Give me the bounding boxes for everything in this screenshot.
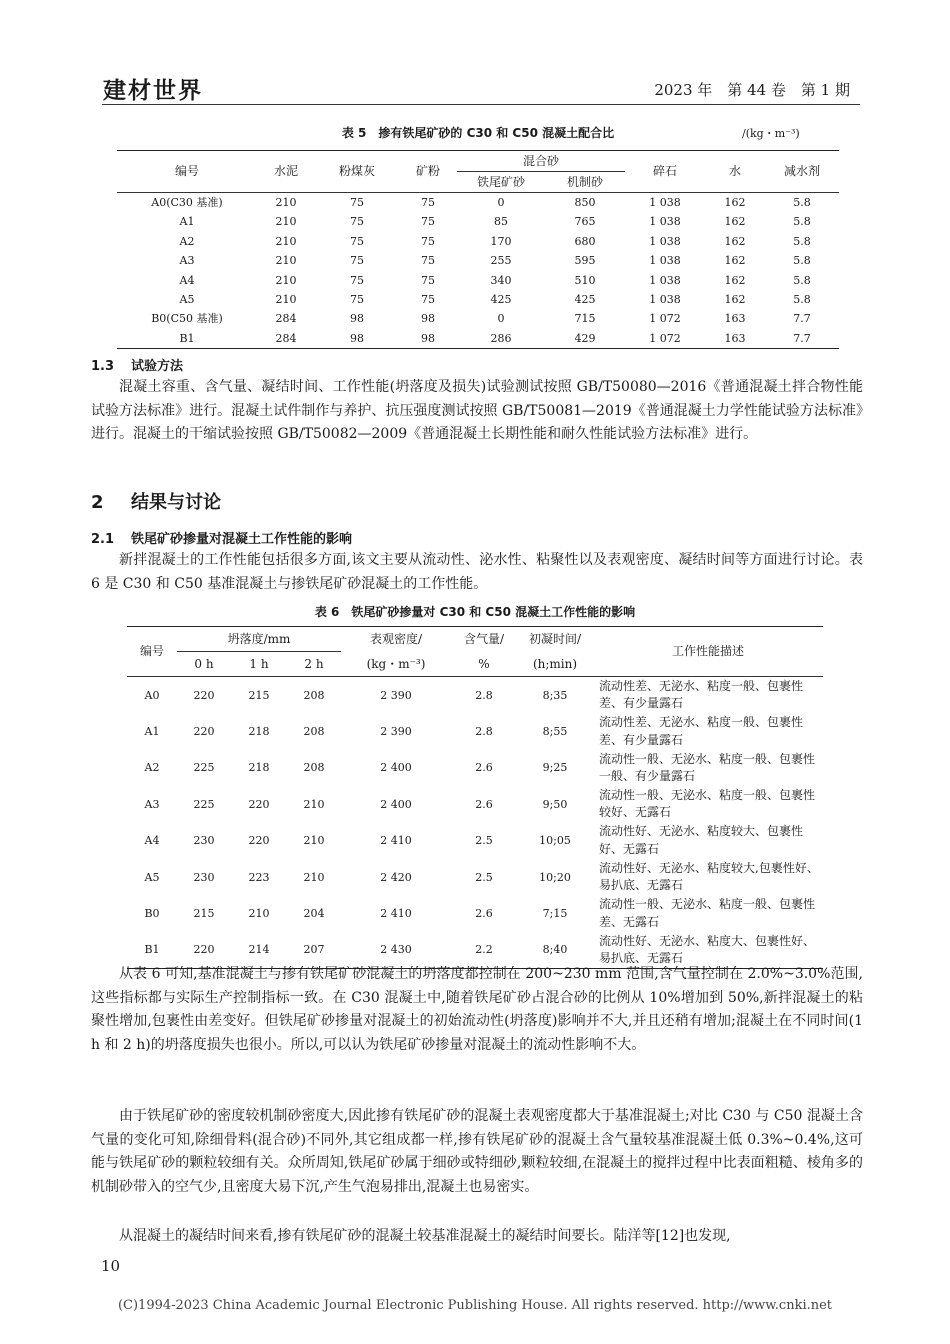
t5-header-water: 水: [705, 151, 765, 193]
table-cell: 162: [724, 273, 746, 287]
table-cell: 9;25: [542, 761, 568, 775]
table-cell: 215: [193, 906, 215, 920]
table-row: [117, 232, 839, 251]
table-cell: 220: [248, 797, 270, 811]
table-cell: 8;35: [542, 688, 568, 702]
table-row: [117, 329, 839, 349]
section-1-3-heading: [91, 355, 183, 374]
table-cell: 255: [490, 254, 512, 268]
table-row: [117, 212, 839, 231]
table-cell: A5: [144, 870, 160, 884]
table-cell: 2.8: [475, 724, 493, 738]
t5-header-cement: 水泥: [257, 151, 315, 193]
table-cell: 223: [248, 870, 270, 884]
table-cell: 75: [421, 254, 435, 268]
table-cell: A0(C30 基准): [151, 196, 223, 210]
table-cell: 218: [248, 724, 270, 738]
table5: [117, 150, 839, 349]
table-cell: 220: [248, 834, 270, 848]
table-cell: 715: [574, 312, 596, 326]
table-cell: 10;05: [539, 834, 571, 848]
table-cell: 286: [457, 329, 545, 349]
table-cell: B0: [144, 906, 160, 920]
table-cell: A1: [144, 724, 160, 738]
t6-header-air-1: 含气量/: [451, 627, 517, 652]
table-cell: 210: [303, 797, 325, 811]
table-cell: 2.6: [475, 906, 493, 920]
table-cell: 284: [257, 329, 315, 349]
section-number: 2.1: [91, 532, 115, 547]
paragraph-3: 从混凝土的凝结时间来看,掺有铁尾矿砂的混凝土较基准混凝土的凝结时间要长。陆洋等[12]也发现,: [119, 1228, 731, 1244]
section-number: 1.3: [91, 359, 115, 374]
table-cell: A3: [179, 254, 195, 268]
table-cell: 162: [724, 215, 746, 229]
table-cell: 7;15: [542, 906, 568, 920]
table-cell: 2 410: [380, 834, 412, 848]
table-cell: 220: [193, 724, 215, 738]
table-row: [127, 786, 823, 822]
table-cell: 220: [193, 688, 215, 702]
table-cell: 10;20: [539, 870, 571, 884]
table-cell: 2.2: [451, 932, 517, 969]
table-cell: 210: [248, 906, 270, 920]
table-cell: 1 072: [649, 312, 681, 326]
t6-header-density-1: 表观密度/: [341, 627, 451, 652]
table-cell: 98: [350, 312, 364, 326]
t5-header-machine-sand: 机制砂: [545, 172, 625, 193]
t6-header-slump: 坍落度/mm: [177, 627, 341, 652]
table-cell: 163: [705, 329, 765, 349]
table-cell: 0: [497, 196, 505, 210]
table-cell: 425: [490, 293, 512, 307]
table-cell: 2.8: [475, 688, 493, 702]
table-cell: 流动性差、无泌水、粘度一般、包裹性差、有少量露石: [599, 715, 804, 747]
table-cell: 2 390: [380, 724, 412, 738]
table-cell: 1 038: [649, 234, 681, 248]
table-cell: 162: [724, 196, 746, 210]
table-cell: 流动性一般、无泌水、粘度一般、包裹性较好、无露石: [599, 787, 816, 820]
table-cell: 2 430: [341, 932, 451, 969]
table-cell: 75: [350, 293, 364, 307]
table-cell: 1 072: [625, 329, 705, 349]
table-cell: B1: [127, 932, 177, 969]
table-cell: 7.7: [793, 312, 811, 326]
table-cell: A1: [179, 215, 195, 229]
t5-header-iron-tailings: 铁尾矿砂: [457, 172, 545, 193]
table-cell: 75: [350, 196, 364, 210]
table-cell: 218: [248, 761, 270, 775]
table-cell: 5.8: [793, 273, 811, 287]
section-2-1-text: 新拌混凝土的工作性能包括很多方面,该文主要从流动性、泌水性、粘聚性以及表观密度、凝结时间等方面进行讨论。表 6 是 C30 和 C50 基准混凝土与掺铁尾矿砂混凝土的工作性能。: [91, 552, 863, 592]
table-cell: A4: [179, 273, 195, 287]
table-cell: 210: [275, 196, 297, 210]
table-cell: 210: [303, 870, 325, 884]
issue-info: 2023 年 第 44 卷 第 1 期: [654, 81, 850, 99]
table-cell: 75: [350, 234, 364, 248]
section-number: 2: [91, 492, 104, 513]
table-cell: 75: [350, 273, 364, 287]
table-cell: 8;40: [517, 932, 593, 969]
table-row: [117, 309, 839, 328]
table-cell: 2 420: [380, 870, 412, 884]
table-cell: 98: [399, 329, 457, 349]
table-cell: A5: [179, 293, 195, 307]
table-row: [127, 823, 823, 859]
table-cell: 98: [421, 312, 435, 326]
table-cell: 1 038: [649, 273, 681, 287]
table-cell: 75: [421, 196, 435, 210]
t6-header-1h: 1 h: [231, 652, 287, 677]
table-cell: 208: [303, 688, 325, 702]
table-cell: 1 038: [649, 215, 681, 229]
table-cell: 210: [275, 215, 297, 229]
table-cell: 208: [303, 724, 325, 738]
table-cell: 流动性一般、无泌水、粘度一般、包裹性一般、有少量露石: [599, 751, 816, 783]
table-cell: B1: [117, 329, 257, 349]
section-1-3-text: 混凝土容重、含气量、凝结时间、工作性能(坍落度及损失)试验测试按照 GB/T50080—2016《普通混凝土拌合物性能试验方法标准》进行。混凝土试件制作与养护、抗压强度测试按照 GB/T50081—2019《普通混凝土力学性能试验方法标准》进行。混凝土的干缩试验按照 GB/T50082—2009《普通混凝土长期性能和耐久性能试验方法标准》进行。: [91, 379, 863, 442]
table-row: [117, 251, 839, 270]
table-cell: 5.8: [793, 234, 811, 248]
copyright-footer: (C)1994-2023 China Academic Journal Electronic Publishing House. All rights reserved. http://www.cnki.net: [117, 1298, 833, 1313]
table-cell: 2.5: [475, 870, 493, 884]
table-cell: 765: [574, 215, 596, 229]
table-cell: 162: [724, 254, 746, 268]
table-cell: 2 390: [380, 688, 412, 702]
table6-caption: 表 6 铁尾矿砂掺量对 C30 和 C50 混凝土工作性能的影响: [314, 605, 636, 619]
table-cell: 210: [275, 254, 297, 268]
table-row: [117, 290, 839, 309]
table-cell: 2.6: [475, 797, 493, 811]
table-cell: 284: [275, 312, 297, 326]
table-cell: 680: [574, 234, 596, 248]
table-cell: 215: [248, 688, 270, 702]
table-cell: 850: [574, 196, 596, 210]
table-cell: 207: [287, 932, 341, 969]
table-cell: 75: [350, 254, 364, 268]
t5-header-id: 编号: [117, 151, 257, 193]
table-row: [127, 750, 823, 786]
table-cell: 425: [574, 293, 596, 307]
section-title: 试验方法: [131, 359, 184, 374]
table-cell: 2.6: [475, 761, 493, 775]
section-title: 结果与讨论: [131, 492, 221, 513]
section-2-1-heading: [91, 528, 352, 547]
table-cell: A3: [144, 797, 160, 811]
table-cell: 75: [350, 215, 364, 229]
table-cell: 225: [193, 761, 215, 775]
table-cell: 230: [193, 870, 215, 884]
table-row: [127, 895, 823, 931]
t6-header-density-2: (kg・m⁻³): [341, 652, 451, 677]
table-cell: A2: [179, 234, 195, 248]
table-cell: 8;55: [542, 724, 568, 738]
table-cell: 流动性一般、无泌水、粘度一般、包裹性差、无露石: [599, 897, 816, 929]
table-row: [127, 677, 823, 714]
t6-header-0h: 0 h: [177, 652, 231, 677]
table-cell: 7.7: [765, 329, 839, 349]
table-cell: A2: [144, 761, 160, 775]
table-cell: 230: [193, 834, 215, 848]
table-cell: 163: [724, 312, 746, 326]
table-row: [117, 193, 839, 213]
table5-caption: 表 5 掺有铁尾矿砂的 C30 和 C50 混凝土配合比: [341, 126, 615, 140]
table-cell: 210: [275, 273, 297, 287]
t6-header-set-2: (h;min): [517, 652, 593, 677]
table-cell: 1 038: [649, 254, 681, 268]
table5-unit: /(kg・m⁻³): [742, 127, 800, 140]
table-cell: 2 400: [380, 761, 412, 775]
table-cell: 340: [490, 273, 512, 287]
table-cell: A4: [144, 834, 160, 848]
table-cell: 1 038: [649, 293, 681, 307]
t6-header-id: 编号: [127, 627, 177, 677]
table-cell: 5.8: [793, 196, 811, 210]
table-cell: 204: [303, 906, 325, 920]
table-cell: 75: [421, 234, 435, 248]
t5-header-gravel: 碎石: [625, 151, 705, 193]
page-number: 10: [101, 1257, 121, 1275]
table-cell: 208: [303, 761, 325, 775]
table-cell: 2 410: [380, 906, 412, 920]
section-title: 铁尾矿砂掺量对混凝土工作性能的影响: [131, 532, 353, 547]
table-cell: 2 400: [380, 797, 412, 811]
table-cell: 1 038: [649, 196, 681, 210]
paragraph-2: 由于铁尾矿砂的密度较机制砂密度大,因此掺有铁尾矿砂的混凝土表观密度都大于基准混凝土;对比 C30 与 C50 混凝土含气量的变化可知,除细骨料(混合砂)不同外,其它组成都一样,掺有铁尾矿砂的混凝土含气量较基准混凝土低 0.3%~0.4%,这可能与铁尾矿砂的颗粒较细有关。众所周知,铁尾矿砂属于细砂或特细砂,颗粒较细,在混凝土的搅拌过程中比表面粗糙、棱角多的机制砂带入的空气少,且密度大易下沉,产生气泡易排出,混凝土也易密实。: [91, 1108, 863, 1195]
table-cell: 98: [315, 329, 399, 349]
t5-header-mixed-sand: 混合砂: [457, 151, 625, 172]
table-cell: 220: [177, 932, 231, 969]
table-cell: 5.8: [793, 254, 811, 268]
table-cell: 595: [574, 254, 596, 268]
table-cell: 85: [494, 215, 508, 229]
table-cell: 170: [490, 234, 512, 248]
table-cell: 210: [303, 834, 325, 848]
table-cell: 162: [724, 293, 746, 307]
t6-header-set-1: 初凝时间/: [517, 627, 593, 652]
table-cell: 5.8: [793, 293, 811, 307]
table-cell: A0: [144, 688, 160, 702]
t5-header-slag: 矿粉: [399, 151, 457, 193]
table-cell: 225: [193, 797, 215, 811]
table6: [127, 626, 823, 969]
table-cell: 5.8: [793, 215, 811, 229]
t5-header-reducer: 减水剂: [765, 151, 839, 193]
t6-header-2h: 2 h: [287, 652, 341, 677]
table-row: [117, 271, 839, 290]
table-cell: 流动性好、无泌水、粘度较大,包裹性好、易扒底、无露石: [599, 860, 819, 893]
journal-name: 建材世界: [103, 78, 203, 104]
table-row: [127, 859, 823, 895]
table-cell: 9;50: [542, 797, 568, 811]
table-cell: 510: [574, 273, 596, 287]
table-cell: 162: [724, 234, 746, 248]
table-cell: B0(C50 基准): [151, 312, 223, 326]
table-cell: 429: [545, 329, 625, 349]
table-row: [127, 713, 823, 749]
t6-header-air-2: %: [451, 652, 517, 677]
t6-header-desc: 工作性能描述: [593, 627, 823, 677]
table-cell: 210: [275, 293, 297, 307]
table-cell: 0: [497, 312, 505, 326]
table-cell: 流动性好、无泌水、粘度较大、包裹性好、无露石: [599, 824, 804, 856]
table-cell: 214: [231, 932, 287, 969]
table-cell: 75: [421, 273, 435, 287]
paragraph-1: 从表 6 可知,基准混凝土与掺有铁尾矿砂混凝土的坍落度都控制在 200~230 mm 范围,含气量控制在 2.0%~3.0%范围,这些指标都与实际生产控制指标一致。在 C30 混凝土中,随着铁尾矿砂占混合砂的比例从 10%增加到 50%,新拌混凝土的粘聚性增加,包裹性由差变好。但铁尾矿砂掺量对混凝土的初始流动性(坍落度)影响并不大,并且还稍有增加;混凝土在不同时间(1 h 和 2 h)的坍落度损失也很小。所以,可以认为铁尾矿砂掺量对混凝土的流动性影响不大。: [91, 966, 863, 1053]
header-rule: [102, 104, 860, 105]
table-cell: 2.5: [475, 834, 493, 848]
table-cell: 75: [421, 293, 435, 307]
t5-header-flyash: 粉煤灰: [315, 151, 399, 193]
table-cell: 75: [421, 215, 435, 229]
table-cell: 流动性好、无泌水、粘度大、包裹性好、易扒底、无露石: [593, 932, 823, 969]
table-cell: 210: [275, 234, 297, 248]
table-cell: 流动性差、无泌水、粘度一般、包裹性差、有少量露石: [599, 678, 804, 711]
section-2-heading: [91, 488, 221, 514]
